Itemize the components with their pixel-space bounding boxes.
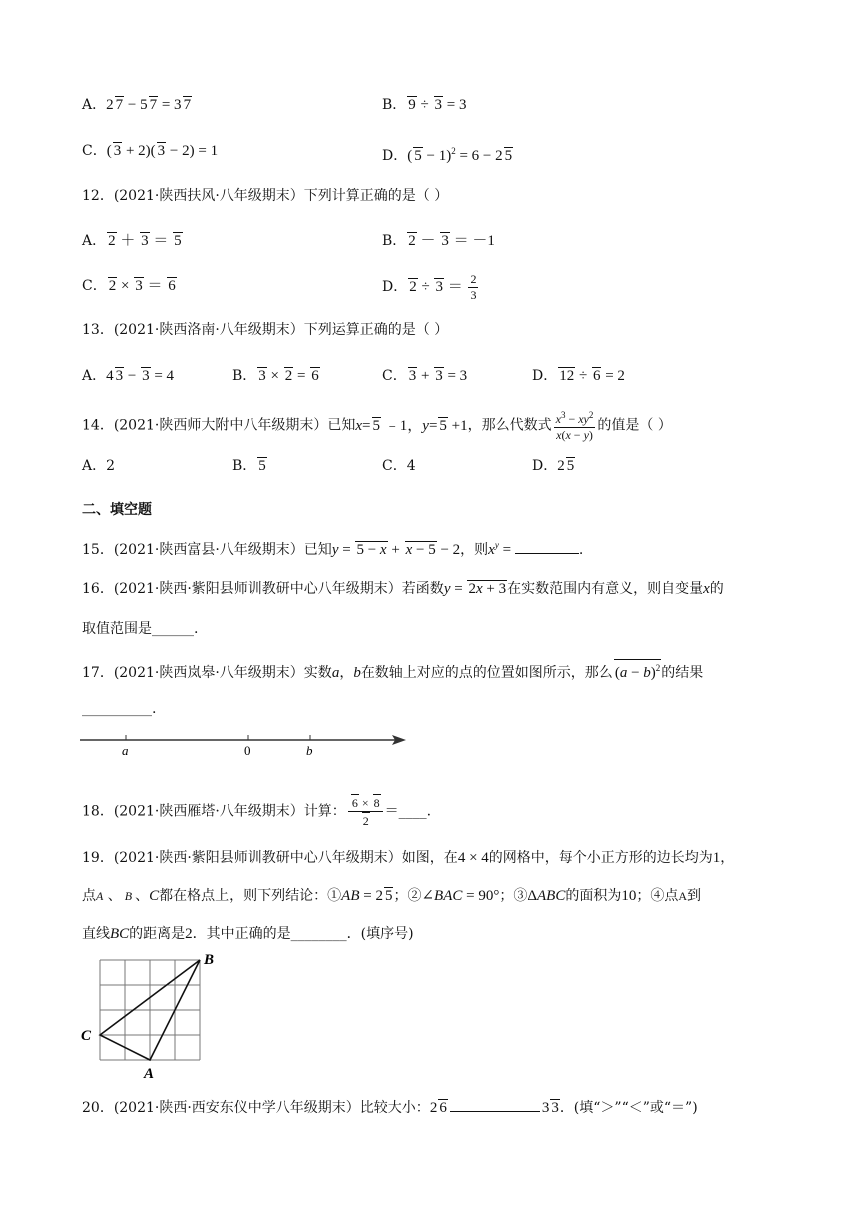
label-a: a: [122, 743, 129, 758]
grid-lines: [100, 960, 200, 1060]
q13-option-b: B． 3 × 2 = 6: [232, 368, 319, 384]
q14-stem: 14．(2021·陕西师大附中八年级期末）已知x= 5 ﹣1，y= 5 +1，那么代数式 $\frac{x^3 - xy^2}{x(x - y)}$ 的值是（ ）: [82, 410, 672, 442]
q17-stem-line1: 17．(2021·陕西岚皋·八年级期末）实数a，b在数轴上对应的点的位置如图所示，那么 $(a - b)^2$的结果: [82, 659, 703, 683]
q12-option-d: D． 2 ÷ 3 ＝ $\frac{2}{3}$: [382, 272, 477, 302]
q16-stem-line2: 取值范围是______.: [82, 621, 199, 637]
grid-figure: [78, 948, 238, 1082]
vertex-label-a: A: [144, 1066, 155, 1082]
label-zero: 0: [244, 743, 251, 758]
q19-stem-line3: 直线BC的距离是2．其中正确的是________．(填序号): [82, 926, 414, 942]
q14-option-b: B． 5: [232, 458, 266, 474]
q17-stem-line2: __________.: [82, 701, 157, 717]
q20-stem: 20．(2021·陕西·西安东仪中学八年级期末）比较大小：2 6 3 3．(填“＞”“＜”或“＝”): [82, 1097, 698, 1118]
q14-option-c: C．4: [382, 458, 416, 474]
vertex-label-c: C: [81, 1028, 92, 1044]
q11-option-c: C．( 3 + 2)( 3 − 2) = 1: [82, 143, 219, 159]
q13-stem: 13．(2021·陕西洛南·八年级期末）下列运算正确的是（ ）: [82, 322, 449, 338]
q11-option-d: D．( 5 − 1)$^2$ = 6 − 2 5: [382, 146, 513, 164]
q11-option-a: A．2 7 − 5 7 = 3 7: [82, 97, 192, 113]
q14-option-d: D．2 5: [532, 458, 575, 474]
q12-stem: 12．(2021·陕西扶风·八年级期末）下列计算正确的是（ ）: [82, 188, 449, 204]
q19-stem-line1: 19．(2021·陕西·紫阳县师训教研中心八年级期末）如图，在4 × 4的网格中，每个小正方形的边长均为1，: [82, 850, 735, 866]
label-b: b: [306, 743, 313, 758]
q18-stem: 18．(2021·陕西雁塔·八年级期末）计算： $\frac{6 \times 8}{2}$ ＝____.: [82, 796, 432, 828]
q12-option-c: C． 2 × 3 ＝ 6: [82, 278, 176, 294]
q16-stem-line1: 16．(2021·陕西·紫阳县师训教研中心八年级期末）若函数y = 2x + 3在实数范围内有意义，则自变量x的: [82, 581, 724, 597]
q13-option-a: A．4 3 − 3 = 4: [82, 368, 175, 384]
vertex-label-b: B: [204, 952, 215, 968]
q14-option-a: A．2: [82, 458, 116, 474]
q12-option-a: A． 2 ＋ 3 ＝ 5: [82, 233, 182, 249]
q12-option-b: B． 2 － 3 ＝ －1: [382, 233, 495, 249]
q15-stem: 15．(2021·陕西富县·八年级期末）已知y = 5 − x + x − 5 − 2，则$x^y$ = .: [82, 540, 584, 558]
q13-option-d: D． 12 ÷ 6 = 2: [532, 368, 625, 384]
q11-option-b: B． 9 ÷ 3 = 3: [382, 97, 467, 113]
number-line: [80, 730, 410, 758]
section-title: 二、填空题: [82, 502, 152, 518]
q13-option-c: C． 3 + 3 = 3: [382, 368, 468, 384]
q19-stem-line2: 点A 、 B 、C都在格点上，则下列结论：①AB = 2 5；②∠BAC = 90°；③ΔABC的面积为10；④点A到: [82, 888, 702, 904]
